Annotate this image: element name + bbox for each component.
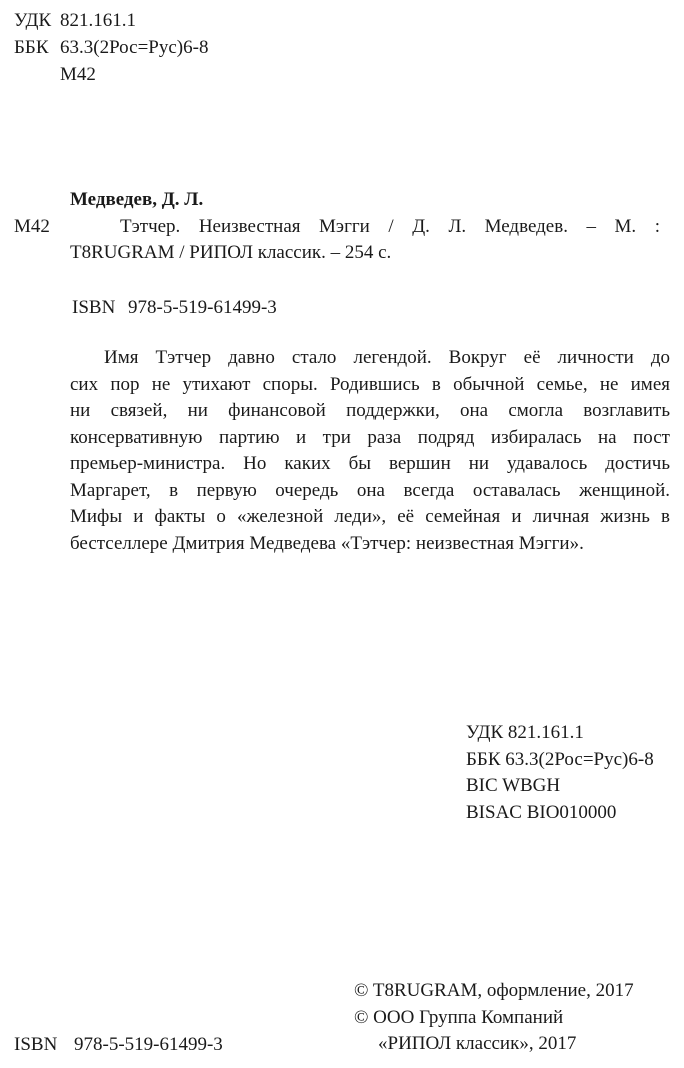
copyright-line: «РИПОЛ классик», 2017 [378, 1033, 577, 1054]
annotation-line: консервативную партию и три раза подряд избиралась на пост [70, 426, 670, 448]
annotation-line: бестселлере Дмитрия Медведева «Тэтчер: неизвестная Мэгги». [70, 532, 584, 554]
isbn-bottom-value: 978-5-519-61499-3 [74, 1034, 223, 1055]
isbn-main-value: 978-5-519-61499-3 [128, 297, 277, 318]
classification-codes [466, 720, 654, 826]
author-name: Медведев, Д. Л. [70, 189, 204, 210]
bibliographic-description [70, 214, 660, 266]
udk-code: УДК 821.161.1 [466, 722, 584, 743]
bic-code: BIC WBGH [466, 775, 561, 796]
udk-header-line [14, 8, 136, 34]
copyright-block [354, 978, 634, 1058]
annotation-line: Имя Тэтчер давно стало легендой. Вокруг её личности до [104, 347, 670, 368]
bib-publisher-line: T8RUGRAM / РИПОЛ классик. – 254 с. [70, 242, 392, 263]
bbk-value: 63.3(2Рос=Рус)6-8 [60, 37, 209, 58]
isbn-main [72, 297, 277, 319]
annotation-line: Маргарет, в первую очередь она всегда оставалась женщиной. [70, 479, 670, 501]
copyright-line: © T8RUGRAM, оформление, 2017 [354, 980, 634, 1001]
isbn-main-label: ISBN [72, 297, 116, 318]
bisac-code: BISAC BIO010000 [466, 801, 617, 823]
author-mark-header: М42 [60, 64, 96, 85]
bbk-label: ББК [14, 37, 49, 58]
isbn-bottom-label: ISBN [14, 1034, 58, 1055]
annotation-line: премьер-министра. Но каких бы вершин ни удавалось достичь [70, 453, 670, 474]
annotation-line: ни связей, ни финансовой поддержки, она смогла возглавить [70, 400, 670, 421]
bbk-header-line [14, 35, 208, 61]
copyright-line: © ООО Группа Компаний [354, 1006, 564, 1028]
udk-value: 821.161.1 [60, 10, 136, 31]
udk-label: УДК [14, 10, 52, 31]
author-mark: М42 [14, 216, 50, 237]
bib-title-line: Тэтчер. Неизвестная Мэгги / Д. Л. Медведев. – М. : [120, 216, 660, 237]
bbk-code: ББК 63.3(2Рос=Рус)6-8 [466, 748, 654, 770]
annotation-line: Мифы и факты о «железной леди», её семейная и личная жизнь в [70, 506, 670, 527]
annotation-line: сих пор не утихают споры. Родившись в обычной семье, не имея [70, 373, 670, 395]
isbn-bottom [14, 1034, 223, 1056]
annotation [70, 345, 670, 557]
